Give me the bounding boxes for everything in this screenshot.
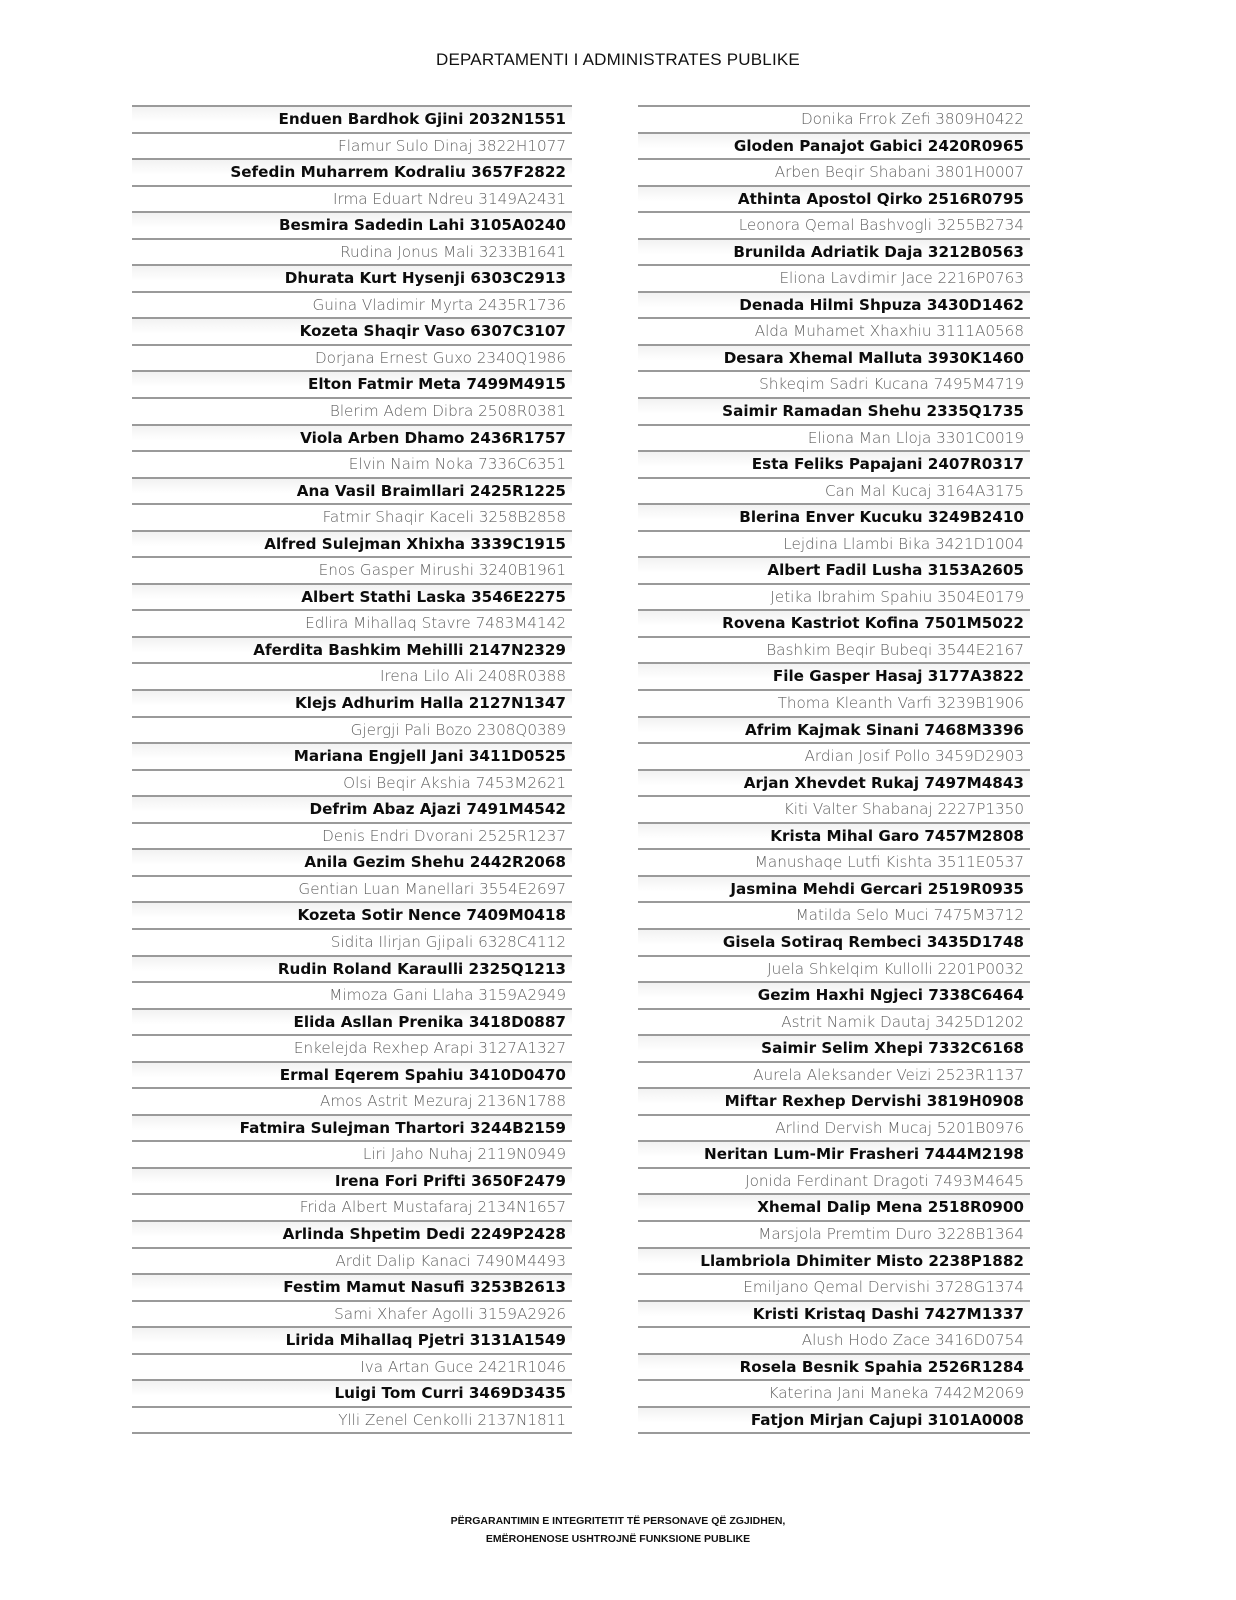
list-item: Brunilda Adriatik Daja 3212B0563 xyxy=(638,238,1030,265)
list-item: Enos Gasper Mirushi 3240B1961 xyxy=(132,556,572,583)
list-item: Donika Frrok Zefi 3809H0422 xyxy=(638,105,1030,132)
list-item: Gloden Panajot Gabici 2420R0965 xyxy=(638,132,1030,159)
list-item: Rudin Roland Karaulli 2325Q1213 xyxy=(132,955,572,982)
list-item: Frida Albert Mustafaraj 2134N1657 xyxy=(132,1193,572,1220)
list-item: Kiti Valter Shabanaj 2227P1350 xyxy=(638,795,1030,822)
list-item: Shkeqim Sadri Kucana 7495M4719 xyxy=(638,370,1030,397)
list-item: Klejs Adhurim Halla 2127N1347 xyxy=(132,689,572,716)
list-item: Eliona Man Lloja 3301C0019 xyxy=(638,424,1030,451)
list-item: Mariana Engjell Jani 3411D0525 xyxy=(132,742,572,769)
list-item: Elton Fatmir Meta 7499M4915 xyxy=(132,370,572,397)
list-item: Alfred Sulejman Xhixha 3339C1915 xyxy=(132,530,572,557)
list-item: Arjan Xhevdet Rukaj 7497M4843 xyxy=(638,769,1030,796)
footer-line-1: PËRGARANTIMIN E INTEGRITETIT TË PERSONAVE QË ZGJIDHEN, xyxy=(450,1515,786,1527)
list-item: Viola Arben Dhamo 2436R1757 xyxy=(132,424,572,451)
list-item: Blerim Adem Dibra 2508R0381 xyxy=(132,397,572,424)
page-footer xyxy=(0,1512,1236,1548)
list-item: Alush Hodo Zace 3416D0754 xyxy=(638,1326,1030,1353)
list-item: Amos Astrit Mezuraj 2136N1788 xyxy=(132,1087,572,1114)
list-item: Albert Stathi Laska 3546E2275 xyxy=(132,583,572,610)
list-item: Kozeta Shaqir Vaso 6307C3107 xyxy=(132,317,572,344)
list-item: Irma Eduart Ndreu 3149A2431 xyxy=(132,185,572,212)
list-item: Luigi Tom Curri 3469D3435 xyxy=(132,1379,572,1406)
list-item: Esta Feliks Papajani 2407R0317 xyxy=(638,450,1030,477)
list-item: Enduen Bardhok Gjini 2032N1551 xyxy=(132,105,572,132)
list-item: Saimir Ramadan Shehu 2335Q1735 xyxy=(638,397,1030,424)
list-item: Enkelejda Rexhep Arapi 3127A1327 xyxy=(132,1034,572,1061)
list-item: Elvin Naim Noka 7336C6351 xyxy=(132,450,572,477)
column-end-rule xyxy=(638,1432,1030,1434)
list-item: Rovena Kastriot Kofina 7501M5022 xyxy=(638,609,1030,636)
list-item: Marsjola Premtim Duro 3228B1364 xyxy=(638,1220,1030,1247)
list-item: Arben Beqir Shabani 3801H0007 xyxy=(638,158,1030,185)
list-item: Jonida Ferdinant Dragoti 7493M4645 xyxy=(638,1167,1030,1194)
list-item: Afrim Kajmak Sinani 7468M3396 xyxy=(638,716,1030,743)
list-item: Denada Hilmi Shpuza 3430D1462 xyxy=(638,291,1030,318)
list-item: Irena Lilo Ali 2408R0388 xyxy=(132,662,572,689)
list-item: Albert Fadil Lusha 3153A2605 xyxy=(638,556,1030,583)
list-item: Denis Endri Dvorani 2525R1237 xyxy=(132,822,572,849)
list-item: Gjergji Pali Bozo 2308Q0389 xyxy=(132,716,572,743)
list-item: Llambriola Dhimiter Misto 2238P1882 xyxy=(638,1247,1030,1274)
list-item: Katerina Jani Maneka 7442M2069 xyxy=(638,1379,1030,1406)
list-item: Aurela Aleksander Veizi 2523R1137 xyxy=(638,1061,1030,1088)
list-item: Mimoza Gani Llaha 3159A2949 xyxy=(132,981,572,1008)
list-item: Can Mal Kucaj 3164A3175 xyxy=(638,477,1030,504)
list-item: Dorjana Ernest Guxo 2340Q1986 xyxy=(132,344,572,371)
list-item: Saimir Selim Xhepi 7332C6168 xyxy=(638,1034,1030,1061)
list-item: Flamur Sulo Dinaj 3822H1077 xyxy=(132,132,572,159)
list-item: Juela Shkelqim Kullolli 2201P0032 xyxy=(638,955,1030,982)
list-item: Desara Xhemal Malluta 3930K1460 xyxy=(638,344,1030,371)
list-item: Sefedin Muharrem Kodraliu 3657F2822 xyxy=(132,158,572,185)
list-item: Irena Fori Prifti 3650F2479 xyxy=(132,1167,572,1194)
list-item: Ardian Josif Pollo 3459D2903 xyxy=(638,742,1030,769)
list-item: Dhurata Kurt Hysenji 6303C2913 xyxy=(132,264,572,291)
list-item: Miftar Rexhep Dervishi 3819H0908 xyxy=(638,1087,1030,1114)
list-item: Jetika Ibrahim Spahiu 3504E0179 xyxy=(638,583,1030,610)
list-item: Olsi Beqir Akshia 7453M2621 xyxy=(132,769,572,796)
list-item: Astrit Namik Dautaj 3425D1202 xyxy=(638,1008,1030,1035)
list-item: Ana Vasil Braimllari 2425R1225 xyxy=(132,477,572,504)
list-item: Thoma Kleanth Varfi 3239B1906 xyxy=(638,689,1030,716)
list-item: Gentian Luan Manellari 3554E2697 xyxy=(132,875,572,902)
list-item: Bashkim Beqir Bubeqi 3544E2167 xyxy=(638,636,1030,663)
list-item: Fatmir Shaqir Kaceli 3258B2858 xyxy=(132,503,572,530)
footer-line-2: EMËROHENOSE USHTROJNË FUNKSIONE PUBLIKE xyxy=(485,1533,751,1545)
list-item: Jasmina Mehdi Gercari 2519R0935 xyxy=(638,875,1030,902)
list-item: Kozeta Sotir Nence 7409M0418 xyxy=(132,901,572,928)
list-item: Krista Mihal Garo 7457M2808 xyxy=(638,822,1030,849)
list-item: Anila Gezim Shehu 2442R2068 xyxy=(132,848,572,875)
list-item: Alda Muhamet Xhaxhiu 3111A0568 xyxy=(638,317,1030,344)
list-item: Edlira Mihallaq Stavre 7483M4142 xyxy=(132,609,572,636)
list-item: Lirida Mihallaq Pjetri 3131A1549 xyxy=(132,1326,572,1353)
page-title: DEPARTAMENTI I ADMINISTRATES PUBLIKE xyxy=(436,50,800,69)
list-item: Xhemal Dalip Mena 2518R0900 xyxy=(638,1193,1030,1220)
list-item: Emiljano Qemal Dervishi 3728G1374 xyxy=(638,1273,1030,1300)
list-item: Festim Mamut Nasufi 3253B2613 xyxy=(132,1273,572,1300)
list-item: Leonora Qemal Bashvogli 3255B2734 xyxy=(638,211,1030,238)
list-item: Gisela Sotiraq Rembeci 3435D1748 xyxy=(638,928,1030,955)
list-item: Iva Artan Guce 2421R1046 xyxy=(132,1353,572,1380)
left-name-column xyxy=(132,105,572,1434)
list-item: Guina Vladimir Myrta 2435R1736 xyxy=(132,291,572,318)
list-item: Ardit Dalip Kanaci 7490M4493 xyxy=(132,1247,572,1274)
list-item: Eliona Lavdimir Jace 2216P0763 xyxy=(638,264,1030,291)
column-end-rule xyxy=(132,1432,572,1434)
list-item: Rosela Besnik Spahia 2526R1284 xyxy=(638,1353,1030,1380)
right-name-column xyxy=(638,105,1030,1434)
list-item: Aferdita Bashkim Mehilli 2147N2329 xyxy=(132,636,572,663)
list-item: Ermal Eqerem Spahiu 3410D0470 xyxy=(132,1061,572,1088)
list-item: Ylli Zenel Cenkolli 2137N1811 xyxy=(132,1406,572,1433)
list-item: File Gasper Hasaj 3177A3822 xyxy=(638,662,1030,689)
list-item: Elida Asllan Prenika 3418D0887 xyxy=(132,1008,572,1035)
list-item: Defrim Abaz Ajazi 7491M4542 xyxy=(132,795,572,822)
list-item: Arlinda Shpetim Dedi 2249P2428 xyxy=(132,1220,572,1247)
list-item: Gezim Haxhi Ngjeci 7338C6464 xyxy=(638,981,1030,1008)
list-item: Liri Jaho Nuhaj 2119N0949 xyxy=(132,1140,572,1167)
list-item: Blerina Enver Kucuku 3249B2410 xyxy=(638,503,1030,530)
list-item: Sami Xhafer Agolli 3159A2926 xyxy=(132,1300,572,1327)
list-item: Arlind Dervish Mucaj 5201B0976 xyxy=(638,1114,1030,1141)
list-item: Athinta Apostol Qirko 2516R0795 xyxy=(638,185,1030,212)
list-item: Manushaqe Lutfi Kishta 3511E0537 xyxy=(638,848,1030,875)
list-item: Neritan Lum-Mir Frasheri 7444M2198 xyxy=(638,1140,1030,1167)
list-item: Matilda Selo Muci 7475M3712 xyxy=(638,901,1030,928)
list-item: Lejdina Llambi Bika 3421D1004 xyxy=(638,530,1030,557)
list-item: Besmira Sadedin Lahi 3105A0240 xyxy=(132,211,572,238)
list-item: Fatjon Mirjan Cajupi 3101A0008 xyxy=(638,1406,1030,1433)
list-item: Sidita Ilirjan Gjipali 6328C4112 xyxy=(132,928,572,955)
list-item: Rudina Jonus Mali 3233B1641 xyxy=(132,238,572,265)
list-item: Fatmira Sulejman Thartori 3244B2159 xyxy=(132,1114,572,1141)
list-item: Kristi Kristaq Dashi 7427M1337 xyxy=(638,1300,1030,1327)
